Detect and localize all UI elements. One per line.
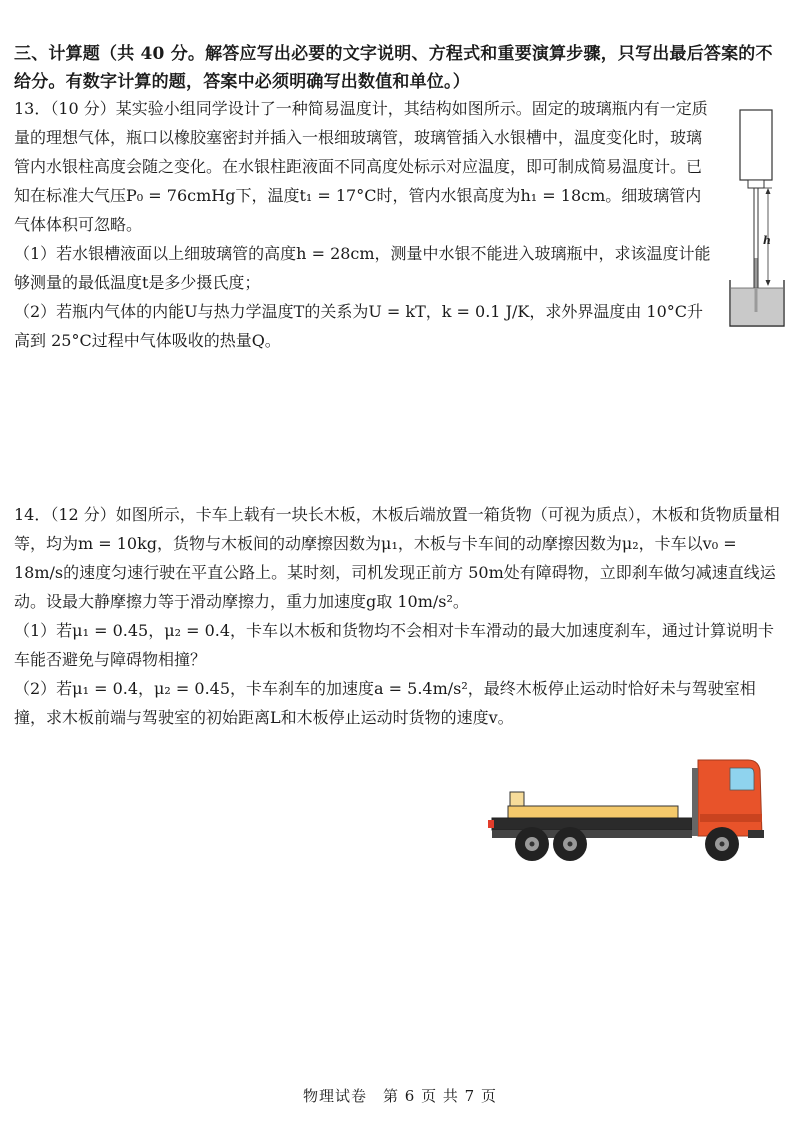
truck-bed (492, 818, 692, 830)
problem-14-stem: 14．（12 分）如图所示，卡车上载有一块长木板，木板后端放置一箱货物（可视为质点），木板和货物质量相等，均为m = 10kg，货物与木板间的动摩擦因数为μ₁，木板与卡车间的动摩擦因数为μ₂，卡车以v₀ = 18m/s的速度匀速行驶在平直公路上。某时刻，司机发现正前方 50m处有障碍物，立即刹车做匀减速直线运动。设最大静摩擦力等于滑动摩擦力，重力加速度g取 10m/s²。 (14, 505, 780, 611)
cargo-box (510, 792, 524, 806)
page-footer: 物理试卷 第 6 页 共 7 页 (303, 1087, 497, 1105)
cab-stripe (700, 814, 762, 822)
h-arrow-down (766, 280, 771, 286)
h-label: h (763, 234, 771, 247)
rear-wheel-1 (515, 827, 549, 861)
rear-light (488, 820, 494, 828)
problem-14-question-2: （2）若μ₁ = 0.4，μ₂ = 0.45，卡车刹车的加速度a = 5.4m/s²，最终木板停止运动时恰好未与驾驶室相撞，求木板前端与驾驶室的初始距离L和木板停止运动时货物的速度v。 (14, 679, 756, 727)
glass-bottle (740, 110, 772, 180)
problem-13-stem: 13．（10 分）某实验小组同学设计了一种简易温度计，其结构如图所示。固定的玻璃瓶内有一定质量的理想气体，瓶口以橡胶塞密封并插入一根细玻璃管，玻璃管插入水银槽中，温度变化时，玻璃管内水银柱高度会随之变化。在水银柱距液面不同高度处标示对应温度，即可制成简易温度计。已知在标准大气压P₀ = 76cmHg下，温度t₁ = 17°C时，管内水银高度为h₁ = 18cm。细玻璃管内气体体积可忽略。 (14, 99, 708, 234)
problem-14-question-1: （1）若μ₁ = 0.45，μ₂ = 0.4，卡车以木板和货物均不会相对卡车滑动的最大加速度刹车，通过计算说明卡车能否避免与障碍物相撞？ (14, 621, 775, 669)
problem-13-question-2: （2）若瓶内气体的内能U与热力学温度T的关系为U = kT，k = 0.1 J/K，求外界温度由 10°C升高到 25°C过程中气体吸收的热量Q。 (14, 302, 704, 350)
problem-13 (14, 94, 714, 355)
front-bumper (748, 830, 764, 838)
tube-submerged (755, 288, 758, 312)
h-arrow-up (766, 188, 771, 194)
problem-14 (14, 500, 786, 732)
wooden-board (508, 806, 678, 818)
section-heading: 三、计算题（共 40 分。解答应写出必要的文字说明、方程式和重要演算步骤，只写出最后答案的不给分。有数字计算的题，答案中必须明确写出数值和单位。） (14, 44, 773, 92)
cab-window (730, 768, 754, 790)
cab-back-panel (692, 768, 698, 836)
rear-wheel-2 (553, 827, 587, 861)
thermometer-figure (718, 108, 788, 330)
truck-figure (486, 754, 766, 866)
rubber-stopper (748, 180, 764, 188)
front-wheel (705, 827, 739, 861)
problem-13-question-1: （1）若水银槽液面以上细玻璃管的高度h = 28cm，测量中水银不能进入玻璃瓶中，求该温度计能够测量的最低温度t是多少摄氏度； (14, 244, 711, 292)
